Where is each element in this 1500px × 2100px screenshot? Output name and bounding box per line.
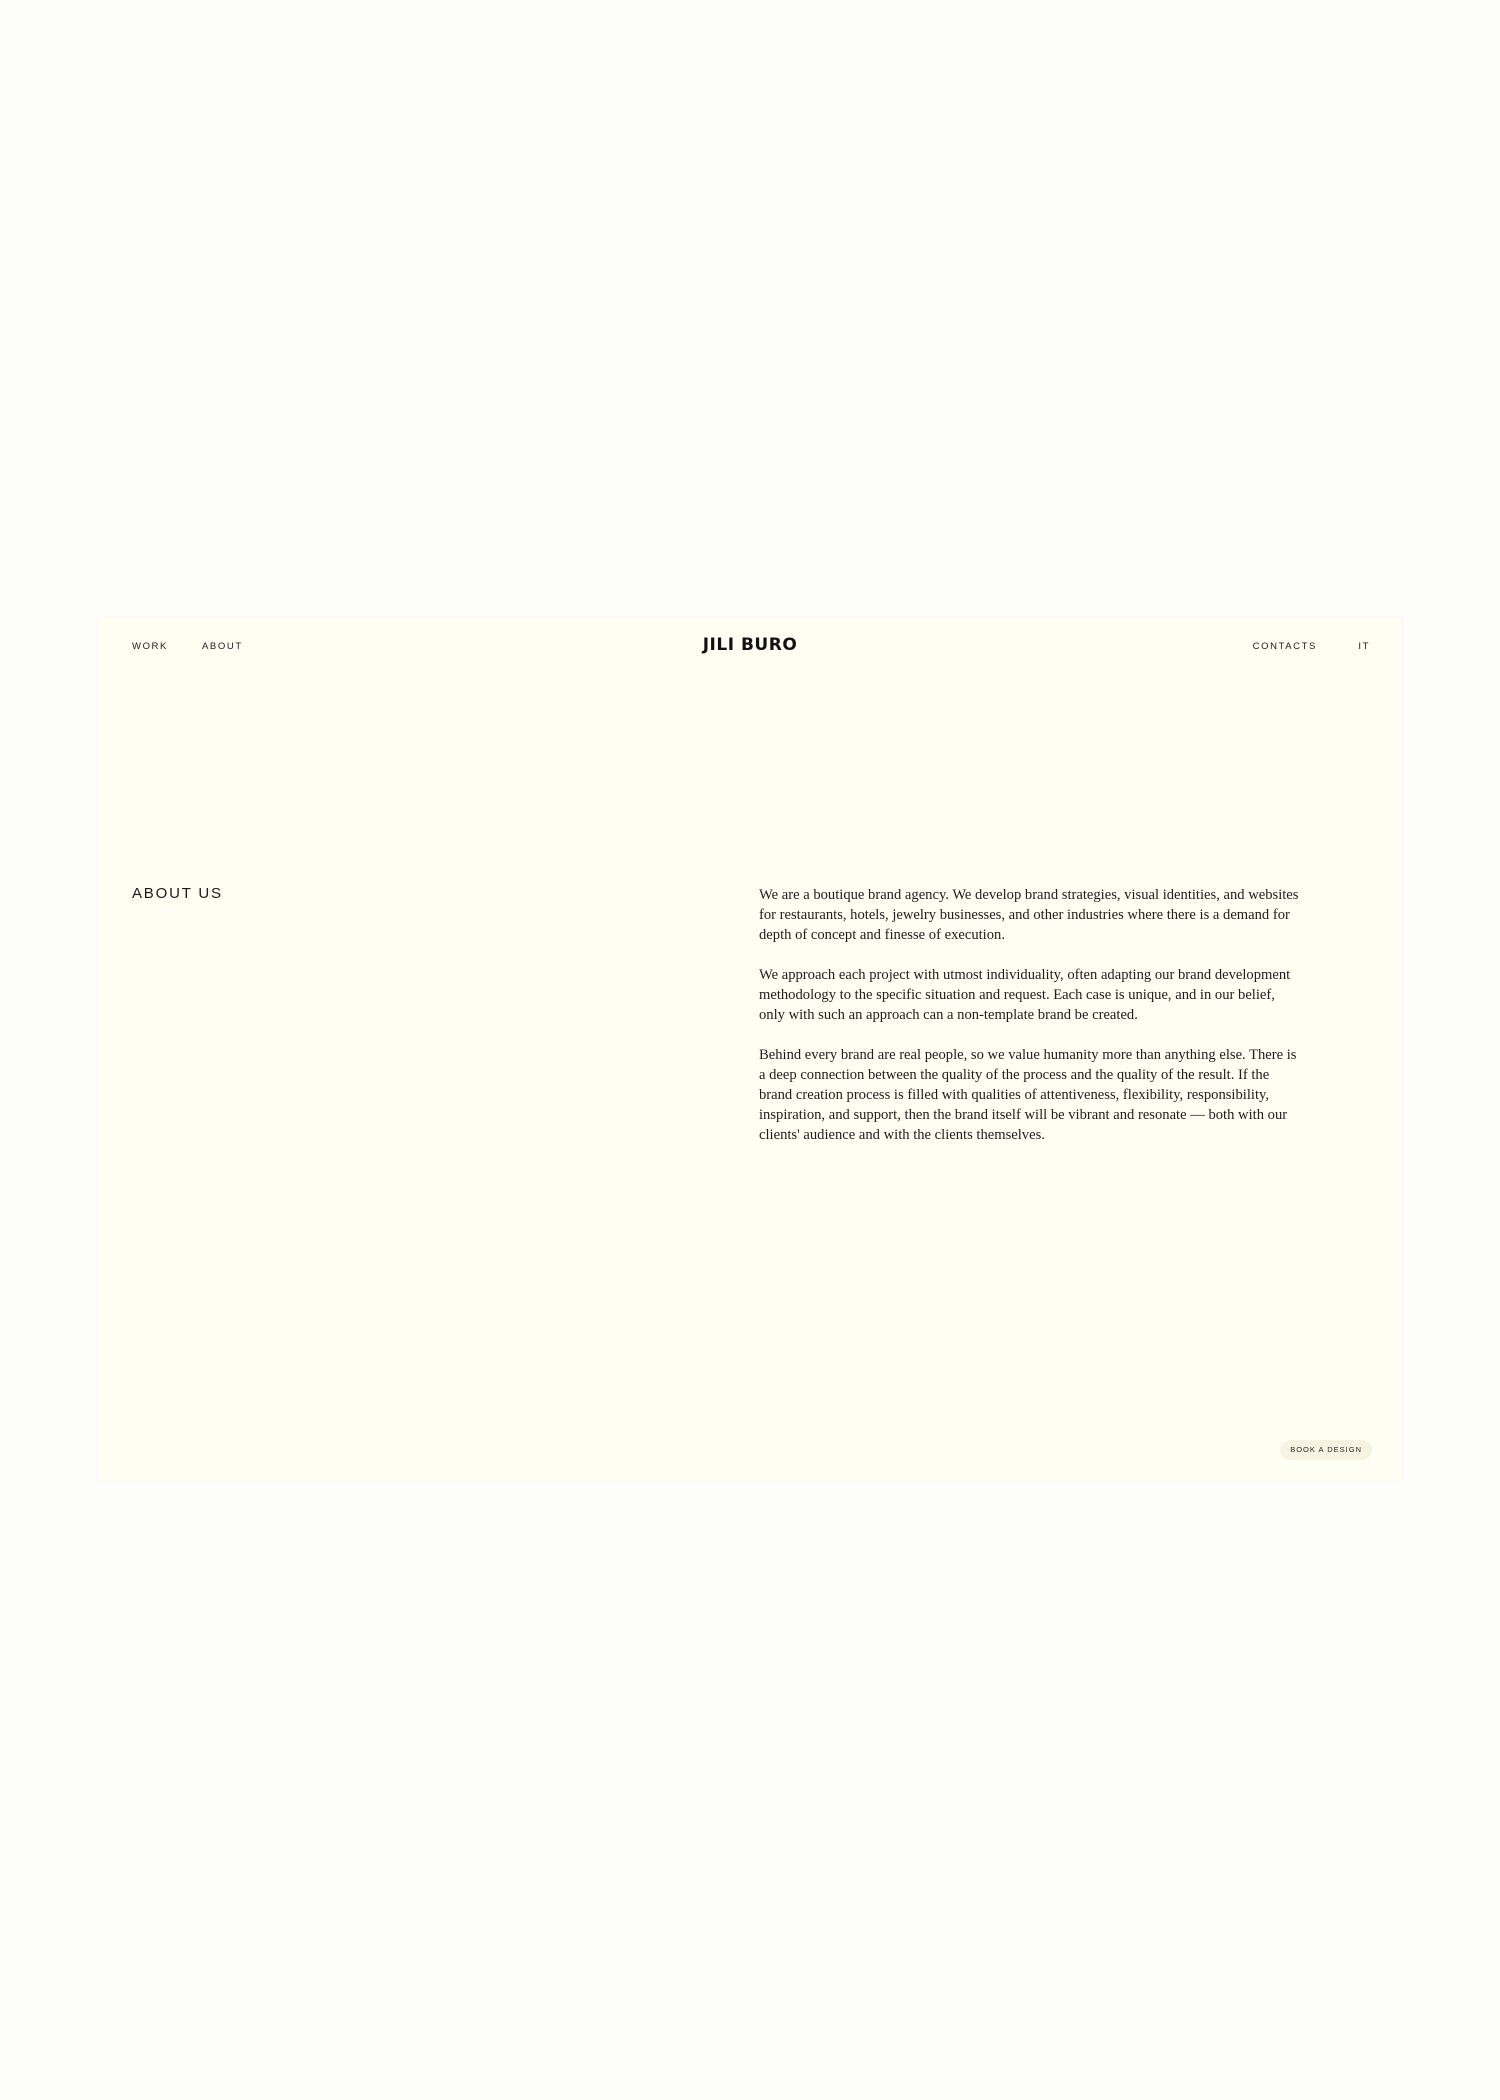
nav-link-about[interactable]: ABOUT [202, 641, 243, 652]
language-switch[interactable]: IT [1358, 641, 1370, 652]
about-paragraph: We are a boutique brand agency. We develop brand strategies, visual identities, and websites for restaurants, hotels, jewelry businesses, and other industries where there is a demand for depth of concept and finesse of execution. [759, 887, 1299, 943]
nav-link-work[interactable]: WORK [132, 641, 168, 652]
about-paragraph: Behind every brand are real people, so we value humanity more than anything else. There is a deep connection between the quality of the process and the quality of the result. If the brand creation process is filled with qualities of attentiveness, flexibility, responsibility, inspiration, and support, then the brand itself will be vibrant and resonate — both with our clients' audience and with the clients themselves. [759, 1047, 1297, 1143]
nav-link-contacts[interactable]: CONTACTS [1252, 641, 1317, 652]
book-a-design-button[interactable]: BOOK A DESIGN [1280, 1440, 1372, 1460]
page-frame [98, 617, 1402, 1481]
site-logo[interactable]: JILI BURO [702, 635, 798, 655]
section-heading: ABOUT US [132, 885, 223, 902]
about-paragraph: We approach each project with utmost individuality, often adapting our brand development methodology to the specific situation and request. Each case is unique, and in our belief, only with such an approach can a non-template brand be created. [759, 967, 1291, 1023]
about-text [759, 885, 1299, 1165]
